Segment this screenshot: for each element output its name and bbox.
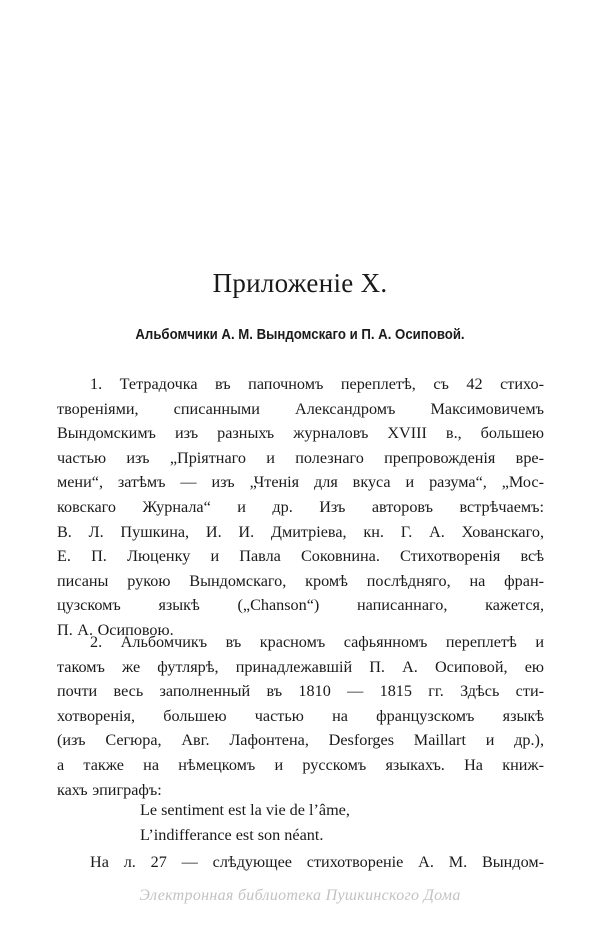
paragraph-3	[57, 850, 544, 875]
epigraph	[140, 798, 350, 847]
text-line: цузскомъ языкѣ („Chanson“) написаннаго, кажется,	[57, 596, 544, 615]
text-line: частью изъ „Прiятнаго и полезнаго препровожденiя вре-	[57, 448, 544, 467]
text-line: (изъ Сегюра, Авг. Лафонтена, Desforges Maillart и др.),	[57, 731, 544, 750]
text-line: ковскаго Журнала“ и др. Изъ авторовъ встрѣчаемъ:	[57, 497, 544, 516]
text-line: кахъ эпиграфъ:	[57, 780, 162, 799]
text-line: такомъ же футлярѣ, принадлежавшiй П. А. Осиповой, ею	[57, 657, 544, 676]
text-line: хотворенiя, большею частью на французскомъ языкѣ	[57, 706, 544, 725]
text-line: 2. Альбомчикъ въ красномъ сафьянномъ переплетѣ и	[90, 633, 544, 651]
paragraph-1	[57, 372, 544, 643]
appendix-subtitle: Альбомчики А. М. Вындомскаго и П. А. Осиповой.	[135, 326, 465, 343]
text-line: В. Л. Пушкина, И. И. Дмитрiева, кн. Г. А. Хованскаго,	[57, 522, 544, 541]
text-line: Е. П. Люценку и Павла Соковнина. Стихотворенiя всѣ	[57, 547, 544, 566]
text-line: На л. 27 — слѣдующее стихотворенiе А. М. Вындом-	[90, 853, 544, 871]
epigraph-line: L’indifferance est son néant.	[140, 825, 324, 844]
text-line: 1. Тетрадочка въ папочномъ переплетѣ, съ 42 стихо-	[90, 375, 544, 393]
text-line: а также на нѣмецкомъ и русскомъ языкахъ. На книж-	[57, 755, 544, 774]
text-line: Вындомскимъ изъ разныхъ журналовъ XVIII в., большею	[57, 424, 544, 443]
text-line: почти весь заполненный въ 1810 — 1815 гг. Здѣсь сти-	[57, 682, 544, 701]
library-watermark: Электронная библиотека Пушкинского Дома	[139, 887, 461, 904]
text-line: П. А. Осиповою.	[57, 620, 174, 639]
text-line: писаны рукою Вындомскаго, кромѣ послѣдняго, на фран-	[57, 571, 544, 590]
paragraph-2	[57, 630, 544, 802]
appendix-title: Приложенiе X.	[212, 268, 388, 298]
epigraph-line: Le sentiment est la vie de l’âme,	[140, 801, 350, 819]
text-line: творенiями, списанными Александромъ Максимовичемъ	[57, 399, 544, 418]
text-line: мени“, затѣмъ — изъ „Чтенiя для вкуса и разума“, „Мос-	[57, 473, 544, 492]
